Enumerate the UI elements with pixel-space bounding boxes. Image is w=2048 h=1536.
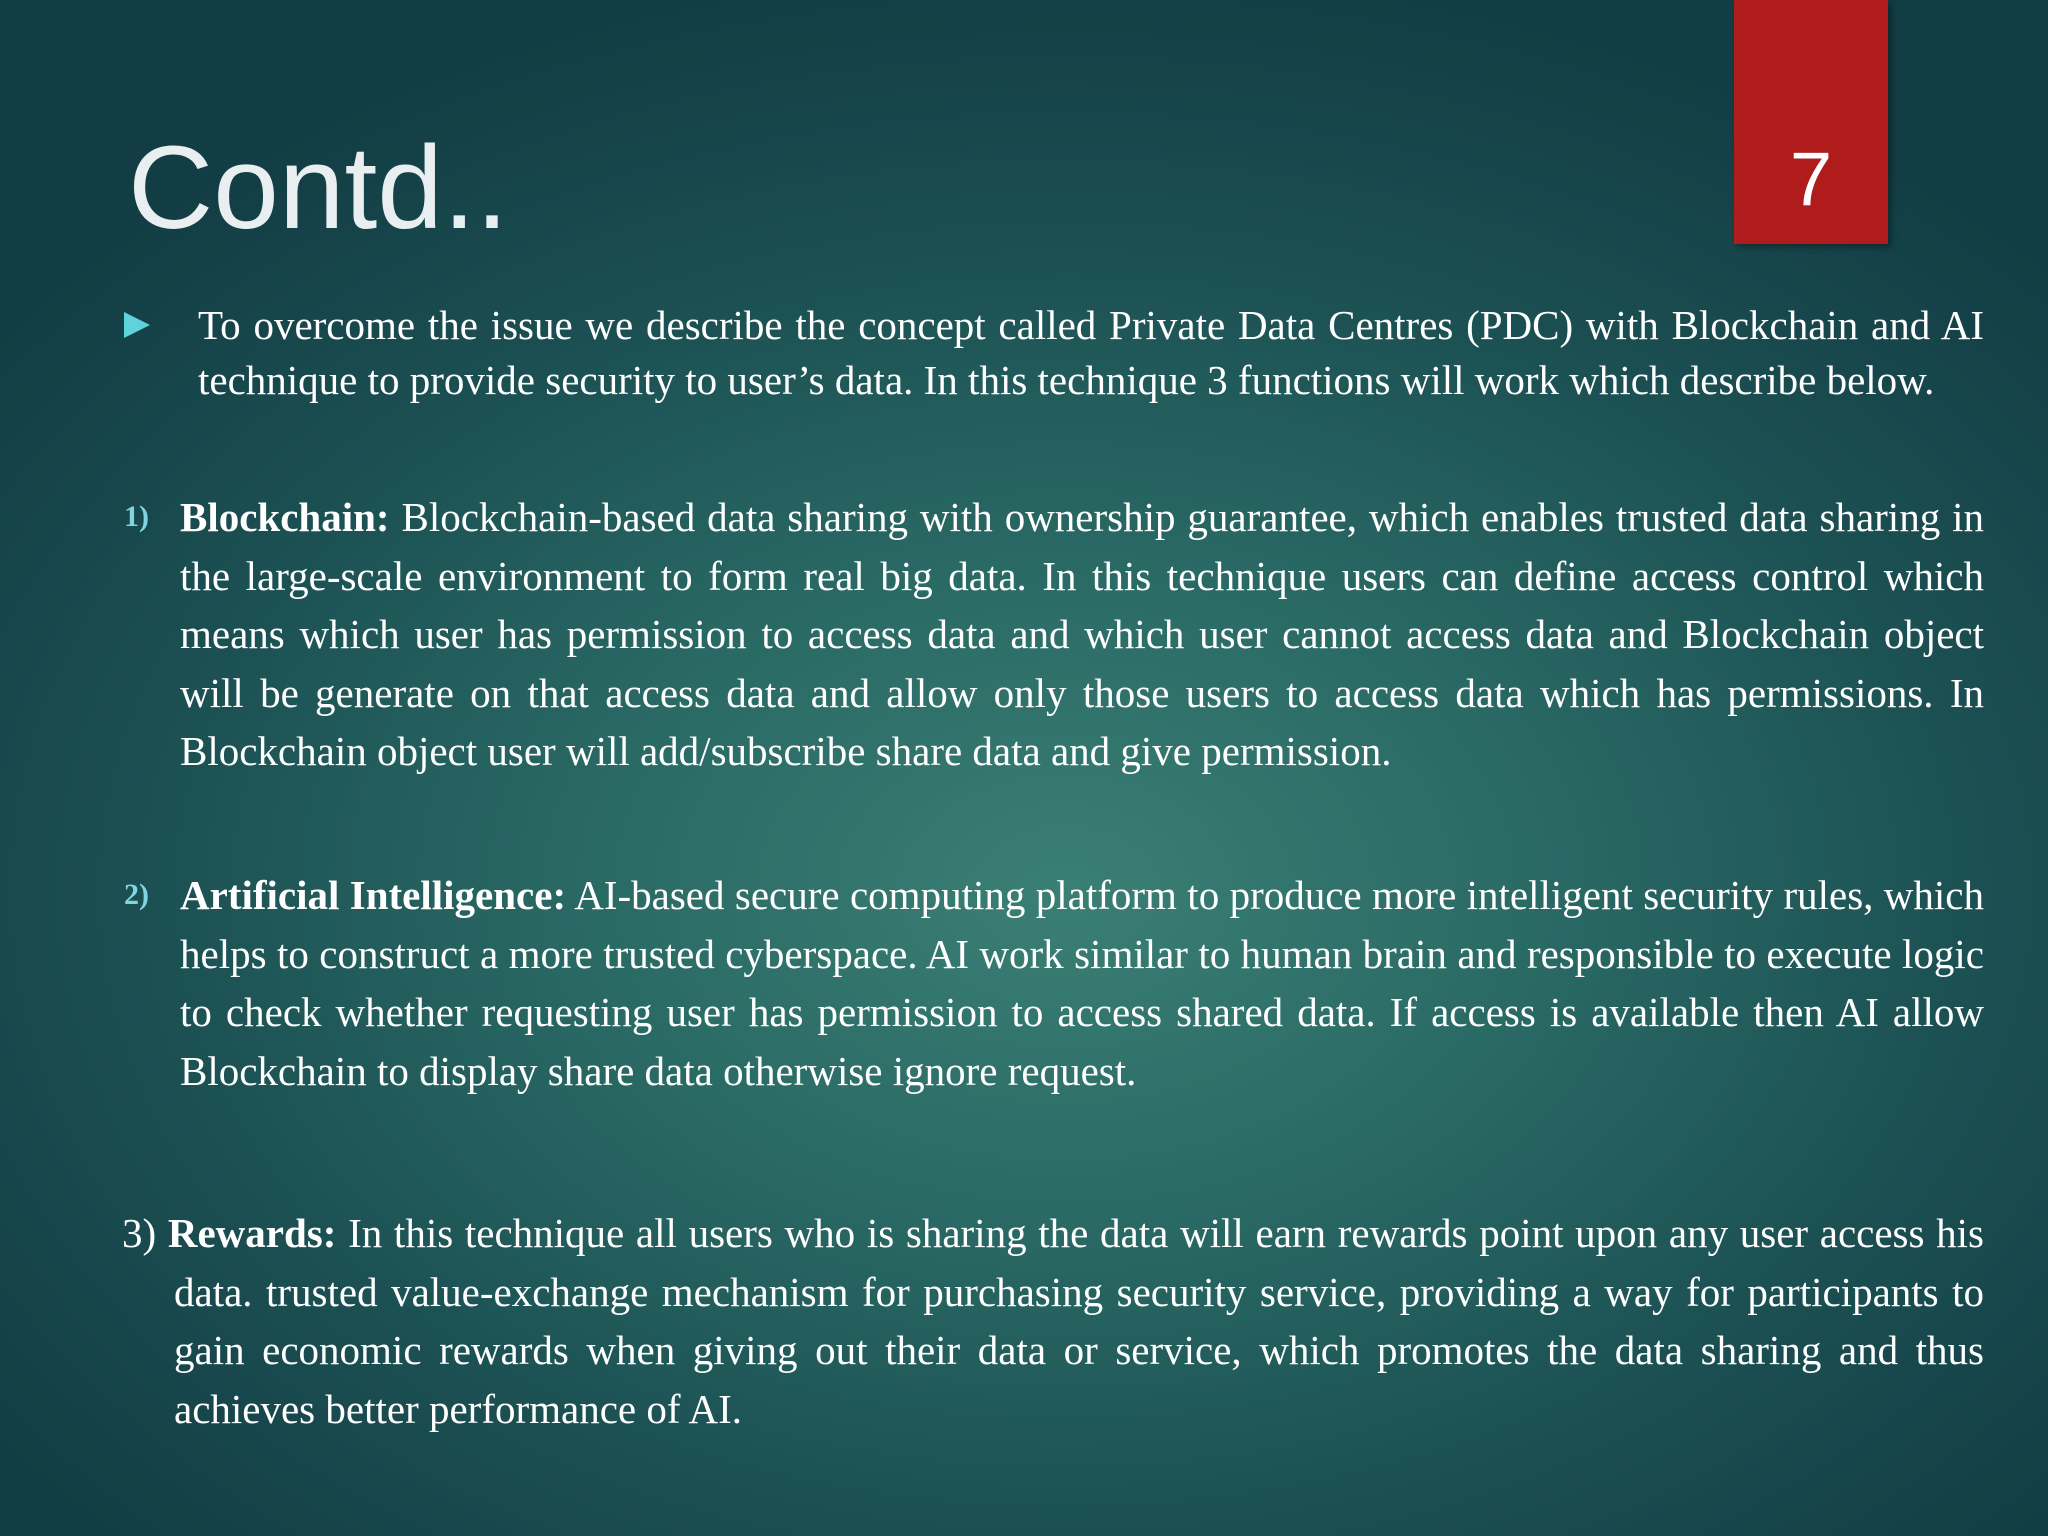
item-1-body: Blockchain-based data sharing with ownership guarantee, which enables trusted data sharing in the large-scale environment to form real big data. In this technique users can define access control which means which user has permission to access data and which user cannot access data and Blockchain object will be generate on that access data and allow only those users to access data which has permissions. In Blockchain object user will add/subscribe share data and give permission. (180, 494, 1984, 774)
item-3-body: In this technique all users who is sharing the data will earn rewards point upon any user access his data. trusted value-exchange mechanism for purchasing security service, providing a way for participants to gain economic rewards when giving out their data or service, which promotes the data sharing and thus achieves better performance of AI. (174, 1210, 1984, 1432)
page-number: 7 (1789, 137, 1833, 222)
triangle-bullet-icon (124, 312, 150, 338)
item-2-text (180, 866, 1984, 1100)
item-2-body: AI-based secure computing platform to produce more intelligent security rules, which helps to construct a more trusted cyberspace. AI work similar to human brain and responsible to execute logic to check whether requesting user has permission to access shared data. If access is available then AI allow Blockchain to display share data otherwise ignore request. (180, 872, 1984, 1094)
intro-paragraph: To overcome the issue we describe the concept called Private Data Centres (PDC) with Blockchain and AI technique to provide security to user’s data. In this technique 3 functions will work which describe below. (198, 302, 1984, 403)
page-number-badge (1734, 0, 1888, 244)
item-2-marker: 2) (124, 878, 149, 911)
item-2-heading: Artificial Intelligence: (180, 872, 567, 918)
item-3-heading: Rewards: (167, 1210, 337, 1256)
item-3-marker: 3) (122, 1210, 157, 1256)
item-1-text (180, 488, 1984, 781)
item-1-heading: Blockchain: (180, 494, 390, 540)
slide-title: Contd.. (128, 122, 509, 254)
item-3-text (122, 1204, 1984, 1438)
item-1-marker: 1) (124, 500, 149, 533)
